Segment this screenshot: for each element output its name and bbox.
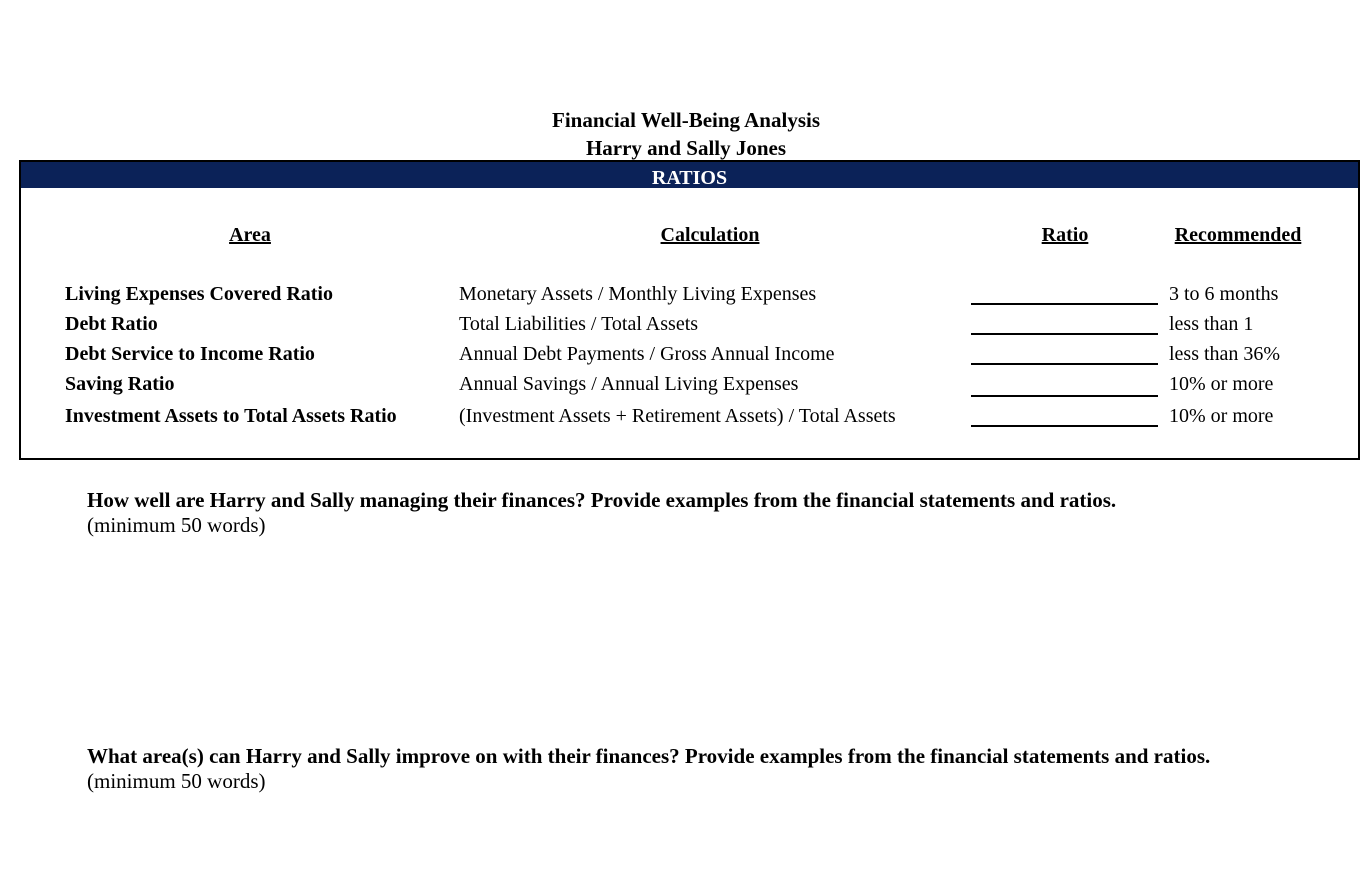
row-recommended: less than 36% — [1169, 343, 1281, 365]
ratio-answer-blank[interactable] — [971, 425, 1158, 427]
row-calculation: (Investment Assets + Retirement Assets) / Total Assets — [459, 405, 896, 427]
ratios-band-header: RATIOS — [21, 162, 1358, 188]
row-recommended: 10% or more — [1169, 405, 1274, 427]
document-title: Financial Well-Being Analysis — [552, 108, 820, 132]
row-recommended: 10% or more — [1169, 373, 1274, 395]
question-improvement-areas — [87, 744, 1210, 794]
row-recommended: less than 1 — [1169, 313, 1254, 335]
table-row — [0, 342, 1372, 372]
row-area-label: Saving Ratio — [65, 373, 175, 395]
row-recommended: 3 to 6 months — [1169, 283, 1279, 305]
row-calculation: Monetary Assets / Monthly Living Expenses — [459, 283, 817, 305]
row-area-label: Investment Assets to Total Assets Ratio — [65, 405, 397, 427]
row-area-label: Living Expenses Covered Ratio — [65, 283, 333, 305]
column-header-area: Area — [229, 224, 271, 246]
ratio-answer-blank[interactable] — [971, 333, 1158, 335]
row-area-label: Debt Ratio — [65, 313, 158, 335]
document-subtitle: Harry and Sally Jones — [585, 136, 787, 160]
ratio-answer-blank[interactable] — [971, 395, 1158, 397]
row-calculation: Total Liabilities / Total Assets — [459, 313, 699, 335]
column-header-ratio: Ratio — [1041, 224, 1089, 246]
table-row — [0, 282, 1372, 312]
table-row — [0, 312, 1372, 342]
row-area-label: Debt Service to Income Ratio — [65, 343, 315, 365]
row-calculation: Annual Savings / Annual Living Expenses — [459, 373, 799, 395]
question-prompt: What area(s) can Harry and Sally improve on with their finances? Provide examples from the financial statements and ratios. — [87, 744, 1211, 768]
question-prompt: How well are Harry and Sally managing their finances? Provide examples from the financial statements and ratios. — [87, 488, 1117, 512]
column-header-recommended: Recommended — [1174, 224, 1302, 246]
ratio-answer-blank[interactable] — [971, 363, 1158, 365]
question-word-minimum: (minimum 50 words) — [87, 513, 266, 537]
question-managing-finances — [87, 488, 1116, 538]
row-calculation: Annual Debt Payments / Gross Annual Income — [459, 343, 835, 365]
column-header-calculation: Calculation — [660, 224, 760, 246]
question-word-minimum: (minimum 50 words) — [87, 769, 266, 793]
ratio-answer-blank[interactable] — [971, 303, 1158, 305]
table-row — [0, 404, 1372, 434]
table-row — [0, 372, 1372, 402]
